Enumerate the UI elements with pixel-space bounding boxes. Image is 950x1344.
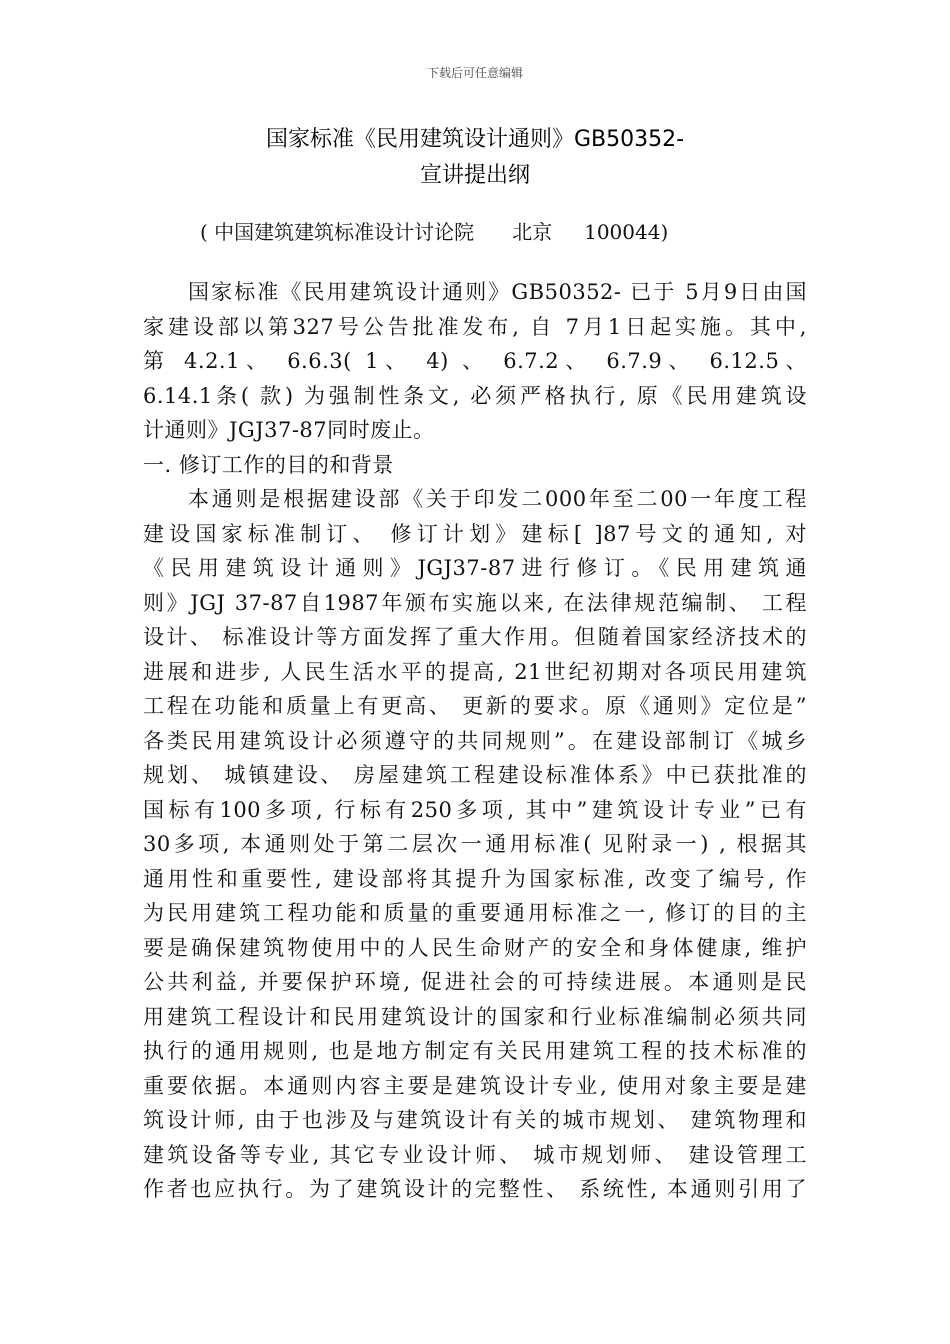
- body-line: 重要依据。本通则内容主要是建筑设计专业, 使用对象主要是建: [143, 1073, 807, 1098]
- body-line: 要是确保建筑物使用中的人民生命财产的安全和身体健康, 维护: [143, 935, 807, 960]
- header-note: 下载后可任意编辑: [426, 66, 523, 80]
- document-title: 国家标准《民用建筑设计通则》GB50352-: [265, 127, 685, 152]
- body-line: 第 4.2.1、 6.6.3( 1、 4) 、 6.7.2、 6.7.9、 6.12.5、: [143, 349, 807, 373]
- body-line: 建设国家标准制订、 修订计划》建标[ ]87号文的通知, 对: [143, 521, 807, 546]
- body-line: 计通则》JGJ37-87同时废止。: [143, 418, 435, 442]
- body-line: 国标有100多项, 行标有250多项, 其中”建筑设计专业”已有: [143, 797, 807, 822]
- body-line: 为民用建筑工程功能和质量的重要通用标准之一, 修订的目的主: [143, 901, 807, 925]
- body-line: 建筑设备等专业, 其它专业设计师、 城市规划师、 建设管理工: [143, 1142, 807, 1167]
- body-line: 各类民用建筑设计必须遵守的共同规则”。在建设部制订《城乡: [143, 728, 807, 753]
- body-line: 国家标准《民用建筑设计通则》GB50352- 已于 5月9日由国: [188, 280, 807, 304]
- body-line: 《民用建筑设计通则》JGJ37-87进行修订。《民用建筑通: [143, 556, 807, 580]
- body-line: 6.14.1条( 款) 为强制性条文, 必须严格执行, 原《民用建筑设: [143, 383, 807, 408]
- body-line: 工程在功能和质量上有更高、 更新的要求。原《通则》定位是”: [143, 694, 807, 718]
- document-subtitle: 宣讲提出纲: [419, 163, 530, 188]
- body-line: 公共利益, 并要保护环境, 促进社会的可持续进展。本通则是民: [143, 970, 807, 994]
- body-line: 家建设部以第327号公告批准发布, 自 7月1日起实施。其中,: [143, 314, 807, 339]
- body-line: 进展和进步, 人民生活水平的提高, 21世纪初期对各项民用建筑: [143, 659, 807, 684]
- body-line: 作者也应执行。为了建筑设计的完整性、 系统性, 本通则引用了: [143, 1177, 807, 1201]
- body-line: 则》JGJ 37-87自1987年颁布实施以来, 在法律规范编制、 工程: [143, 590, 807, 615]
- author-byline: ( 中国建筑建筑标准设计讨论院 北京 100044): [200, 220, 669, 244]
- body-line: 本通则是根据建设部《关于印发二000年至二00一年度工程: [188, 487, 807, 511]
- body-line: 30多项, 本通则处于第二层次一通用标准( 见附录一) , 根据其: [143, 832, 807, 856]
- body-line: 设计、 标准设计等方面发挥了重大作用。但随着国家经济技术的: [143, 625, 807, 649]
- section-heading: 一. 修订工作的目的和背景: [143, 452, 394, 477]
- body-line: 规划、 城镇建设、 房屋建筑工程建设标准体系》中已获批准的: [143, 763, 807, 787]
- body-line: 执行的通用规则, 也是地方制定有关民用建筑工程的技术标准的: [143, 1039, 807, 1063]
- body-line: 筑设计师, 由于也涉及与建筑设计有关的城市规划、 建筑物理和: [143, 1108, 807, 1132]
- body-line: 通用性和重要性, 建设部将其提升为国家标准, 改变了编号, 作: [143, 866, 807, 891]
- body-line: 用建筑工程设计和民用建筑设计的国家和行业标准编制必须共同: [143, 1004, 807, 1029]
